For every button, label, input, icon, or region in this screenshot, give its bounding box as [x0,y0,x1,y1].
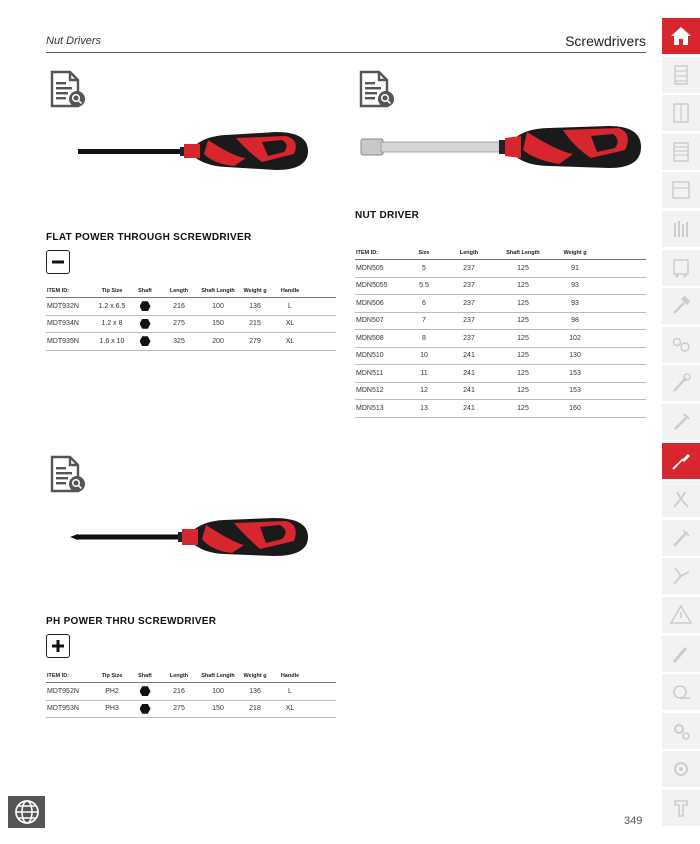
sidebar-tab-hammer[interactable] [662,288,700,324]
col-shaft-length: Shaft Length [493,248,553,260]
spanner-icon [669,410,693,434]
datasheet-icon[interactable] [357,70,397,110]
table-row: MDN505 5 237 125 91 [355,260,646,278]
nut-driver-image [359,124,643,170]
item-id[interactable]: MDN507 [355,312,403,330]
item-id[interactable]: MDN5055 [355,277,403,295]
sidebar-tab-rack[interactable] [662,57,700,93]
item-id[interactable]: MDN511 [355,365,403,383]
sidebar-tab-spanner[interactable] [662,404,700,440]
plus-icon [46,634,70,658]
table-row: MDT935N 1.6 x 10 325 200 279 XL [46,333,336,351]
sidebar-tab-clamp[interactable] [662,790,700,826]
sidebar-tab-crimper[interactable] [662,558,700,594]
table-header-row [46,286,336,298]
sidebar-tab-cabinet[interactable] [662,95,700,131]
torque-icon [669,642,693,666]
clamp-icon [669,796,693,820]
col-size: Size [403,248,445,260]
hex-shaft-icon [140,336,151,346]
category-title: Screwdrivers [565,33,646,49]
item-id[interactable]: MDN506 [355,295,403,313]
item-id[interactable]: MDN508 [355,330,403,348]
item-id[interactable]: MDN510 [355,347,403,365]
col-shaft-length: Shaft Length [198,671,238,683]
sidebar-tab-sockets[interactable] [662,327,700,363]
table-row: MDN510 10 241 125 130 [355,347,646,365]
measure-icon [669,680,693,704]
globe-button[interactable] [8,796,45,828]
trolley-icon [669,256,693,280]
table-header-row [46,671,336,683]
col-length: Length [445,248,493,260]
hex-shaft-icon [140,686,151,696]
col-tip-size: Tip Size [94,286,130,298]
datasheet-icon[interactable] [48,70,88,110]
cabinet-icon [669,101,693,125]
hex-shaft-icon [140,301,151,311]
screwdriver-icon [669,449,693,473]
sidebar-tab-trolley[interactable] [662,250,700,286]
hammer-icon [669,294,693,318]
col-item-id: ITEM ID: [46,286,94,298]
sidebar-tab-torque[interactable] [662,636,700,672]
bits-icon [669,757,693,781]
col-shaft: Shaft [130,286,160,298]
item-id[interactable]: MDT934N [46,315,94,333]
table-row: MDT932N 1.2 x 6.5 216 100 136 L [46,298,336,316]
table-row: MDT934N 1.2 x 8 275 150 215 XL [46,315,336,333]
flat-spec-table [46,286,336,351]
col-shaft-length: Shaft Length [198,286,238,298]
col-weight: Weight g [238,671,272,683]
sidebar-tab-warning[interactable] [662,597,700,633]
item-id[interactable]: MDT932N [46,298,94,316]
crimper-icon [669,564,693,588]
col-length: Length [160,671,198,683]
gear-icon [669,719,693,743]
table-row: MDN512 12 241 125 153 [355,382,646,400]
globe-icon [14,799,40,825]
item-id[interactable]: MDN512 [355,382,403,400]
col-handle: Handle [272,671,308,683]
pliers-icon [669,487,693,511]
table-row: MDT952N PH2 216 100 136 L [46,683,336,701]
table-header-row [355,248,646,260]
col-length: Length [160,286,198,298]
home-icon [669,24,693,48]
table-row: MDN506 6 237 125 93 [355,295,646,313]
cutter-icon [669,526,693,550]
item-id[interactable]: MDN513 [355,400,403,418]
table-row: MDN507 7 237 125 98 [355,312,646,330]
sockets-icon [669,333,693,357]
tools-set-icon [669,217,693,241]
sidebar-tab-gear[interactable] [662,713,700,749]
item-id[interactable]: MDT952N [46,683,94,701]
nut-section-title: NUT DRIVER [355,210,420,221]
col-item-id: ITEM ID: [355,248,403,260]
ph-section-title: PH POWER THRU SCREWDRIVER [46,616,217,627]
section-title: Nut Drivers [46,35,102,47]
item-id[interactable]: MDT935N [46,333,94,351]
sidebar-tab-screwdriver[interactable] [662,443,700,479]
col-weight: Weight g [553,248,597,260]
sidebar-tab-home[interactable] [662,18,700,54]
item-id[interactable]: MDN505 [355,260,403,278]
item-id[interactable]: MDT953N [46,700,94,718]
sidebar-tab-shelf[interactable] [662,134,700,170]
nut-spec-table [355,248,646,418]
table-row: MDN511 11 241 125 153 [355,365,646,383]
col-handle: Handle [272,286,308,298]
table-row: MDT953N PH3 275 150 218 XL [46,700,336,718]
hex-shaft-icon [140,704,151,714]
ph-spec-table [46,671,336,718]
shelf-icon [669,140,693,164]
ph-screwdriver-image [68,515,310,559]
rack-icon [669,63,693,87]
flat-section-title: FLAT POWER THROUGH SCREWDRIVER [46,232,252,243]
minus-icon [46,250,70,274]
sidebar-tab-wrench[interactable] [662,365,700,401]
sidebar-tab-tools-set[interactable] [662,211,700,247]
sidebar-tab-measure[interactable] [662,674,700,710]
col-shaft: Shaft [130,671,160,683]
hex-shaft-icon [140,319,151,329]
col-tip-size: Tip Size [94,671,130,683]
datasheet-icon[interactable] [48,455,88,495]
warning-icon [669,603,693,627]
header-divider [46,52,646,53]
sidebar-tab-cutter[interactable] [662,520,700,556]
flat-screwdriver-image [76,128,310,174]
table-row: MDN508 8 237 125 102 [355,330,646,348]
table-row: MDN513 13 241 125 160 [355,400,646,418]
col-item-id: ITEM ID: [46,671,94,683]
page-number: 349 [624,815,643,827]
box-icon [669,178,693,202]
category-sidebar [662,18,700,828]
sidebar-tab-pliers[interactable] [662,481,700,517]
wrench-icon [669,371,693,395]
sidebar-tab-box[interactable] [662,172,700,208]
table-row: MDN5055 5.5 237 125 93 [355,277,646,295]
col-weight: Weight g [238,286,272,298]
sidebar-tab-bits[interactable] [662,751,700,787]
